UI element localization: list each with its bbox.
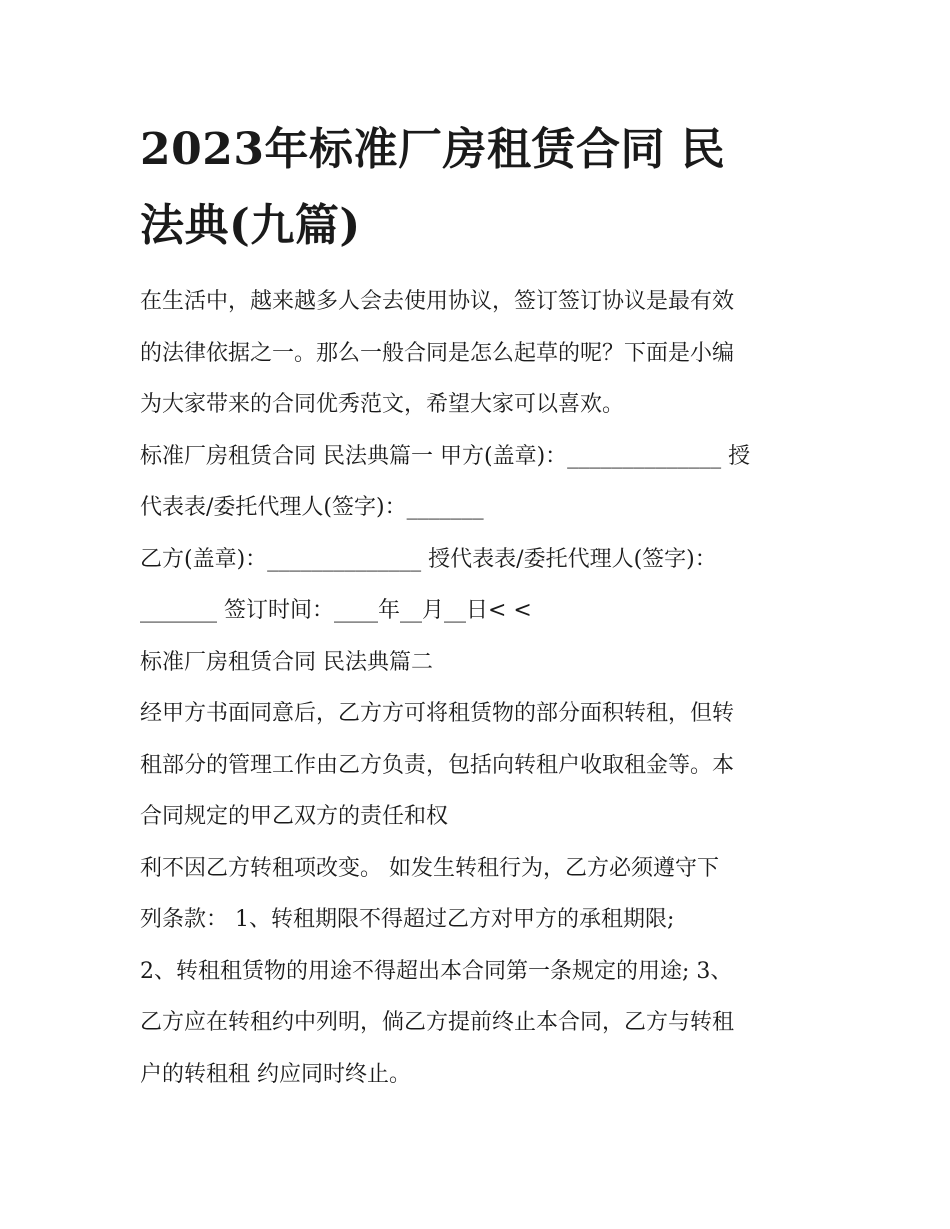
- document-title-line-1: 2023年标准厂房租赁合同 民: [140, 124, 726, 175]
- body-line: 标准厂房租赁合同 民法典篇一 甲方(盖章)：______________ 授: [140, 443, 751, 469]
- body-line: 为大家带来的合同优秀范文，希望大家可以喜欢。: [140, 392, 625, 417]
- document-body: [140, 276, 820, 1100]
- body-line: 利不因乙方转租项改变。 如发生转租行为，乙方必须遵守下: [140, 855, 719, 881]
- body-line: 的法律依据之一。那么一般合同是怎么起草的呢？下面是小编: [140, 340, 735, 366]
- body-line: 2、转租租赁物的用途不得超出本合同第一条规定的用途; 3、: [140, 958, 733, 984]
- body-line: 乙方(盖章)：______________ 授代表表/委托代理人(签字)：: [140, 546, 717, 572]
- body-line: 在生活中，越来越多人会去使用协议，签订签订协议是最有效: [140, 289, 735, 314]
- section-heading: 标准厂房租赁合同 民法典篇二: [140, 649, 433, 675]
- body-line: 户的转租租 约应同时终止。: [140, 1061, 411, 1087]
- document-content: [140, 112, 820, 1100]
- body-line: 代表表/委托代理人(签字)：_______: [140, 495, 484, 520]
- document-title: [140, 112, 820, 264]
- body-line: 列条款： 1、转租期限不得超过乙方对甲方的承租期限;: [140, 907, 675, 932]
- body-line: 租部分的管理工作由乙方负责，包括向转租户收取租金等。本: [140, 752, 735, 778]
- body-line: 合同规定的甲乙双方的责任和权: [140, 804, 449, 829]
- document-title-line-2: 法典(九篇): [140, 200, 361, 251]
- body-line: 经甲方书面同意后，乙方方可将租赁物的部分面积转租，但转: [140, 701, 735, 726]
- body-line: _______ 签订时间：____年__月__日< <: [140, 598, 532, 623]
- body-line: 乙方应在转租约中列明，倘乙方提前终止本合同，乙方与转租: [140, 1010, 735, 1035]
